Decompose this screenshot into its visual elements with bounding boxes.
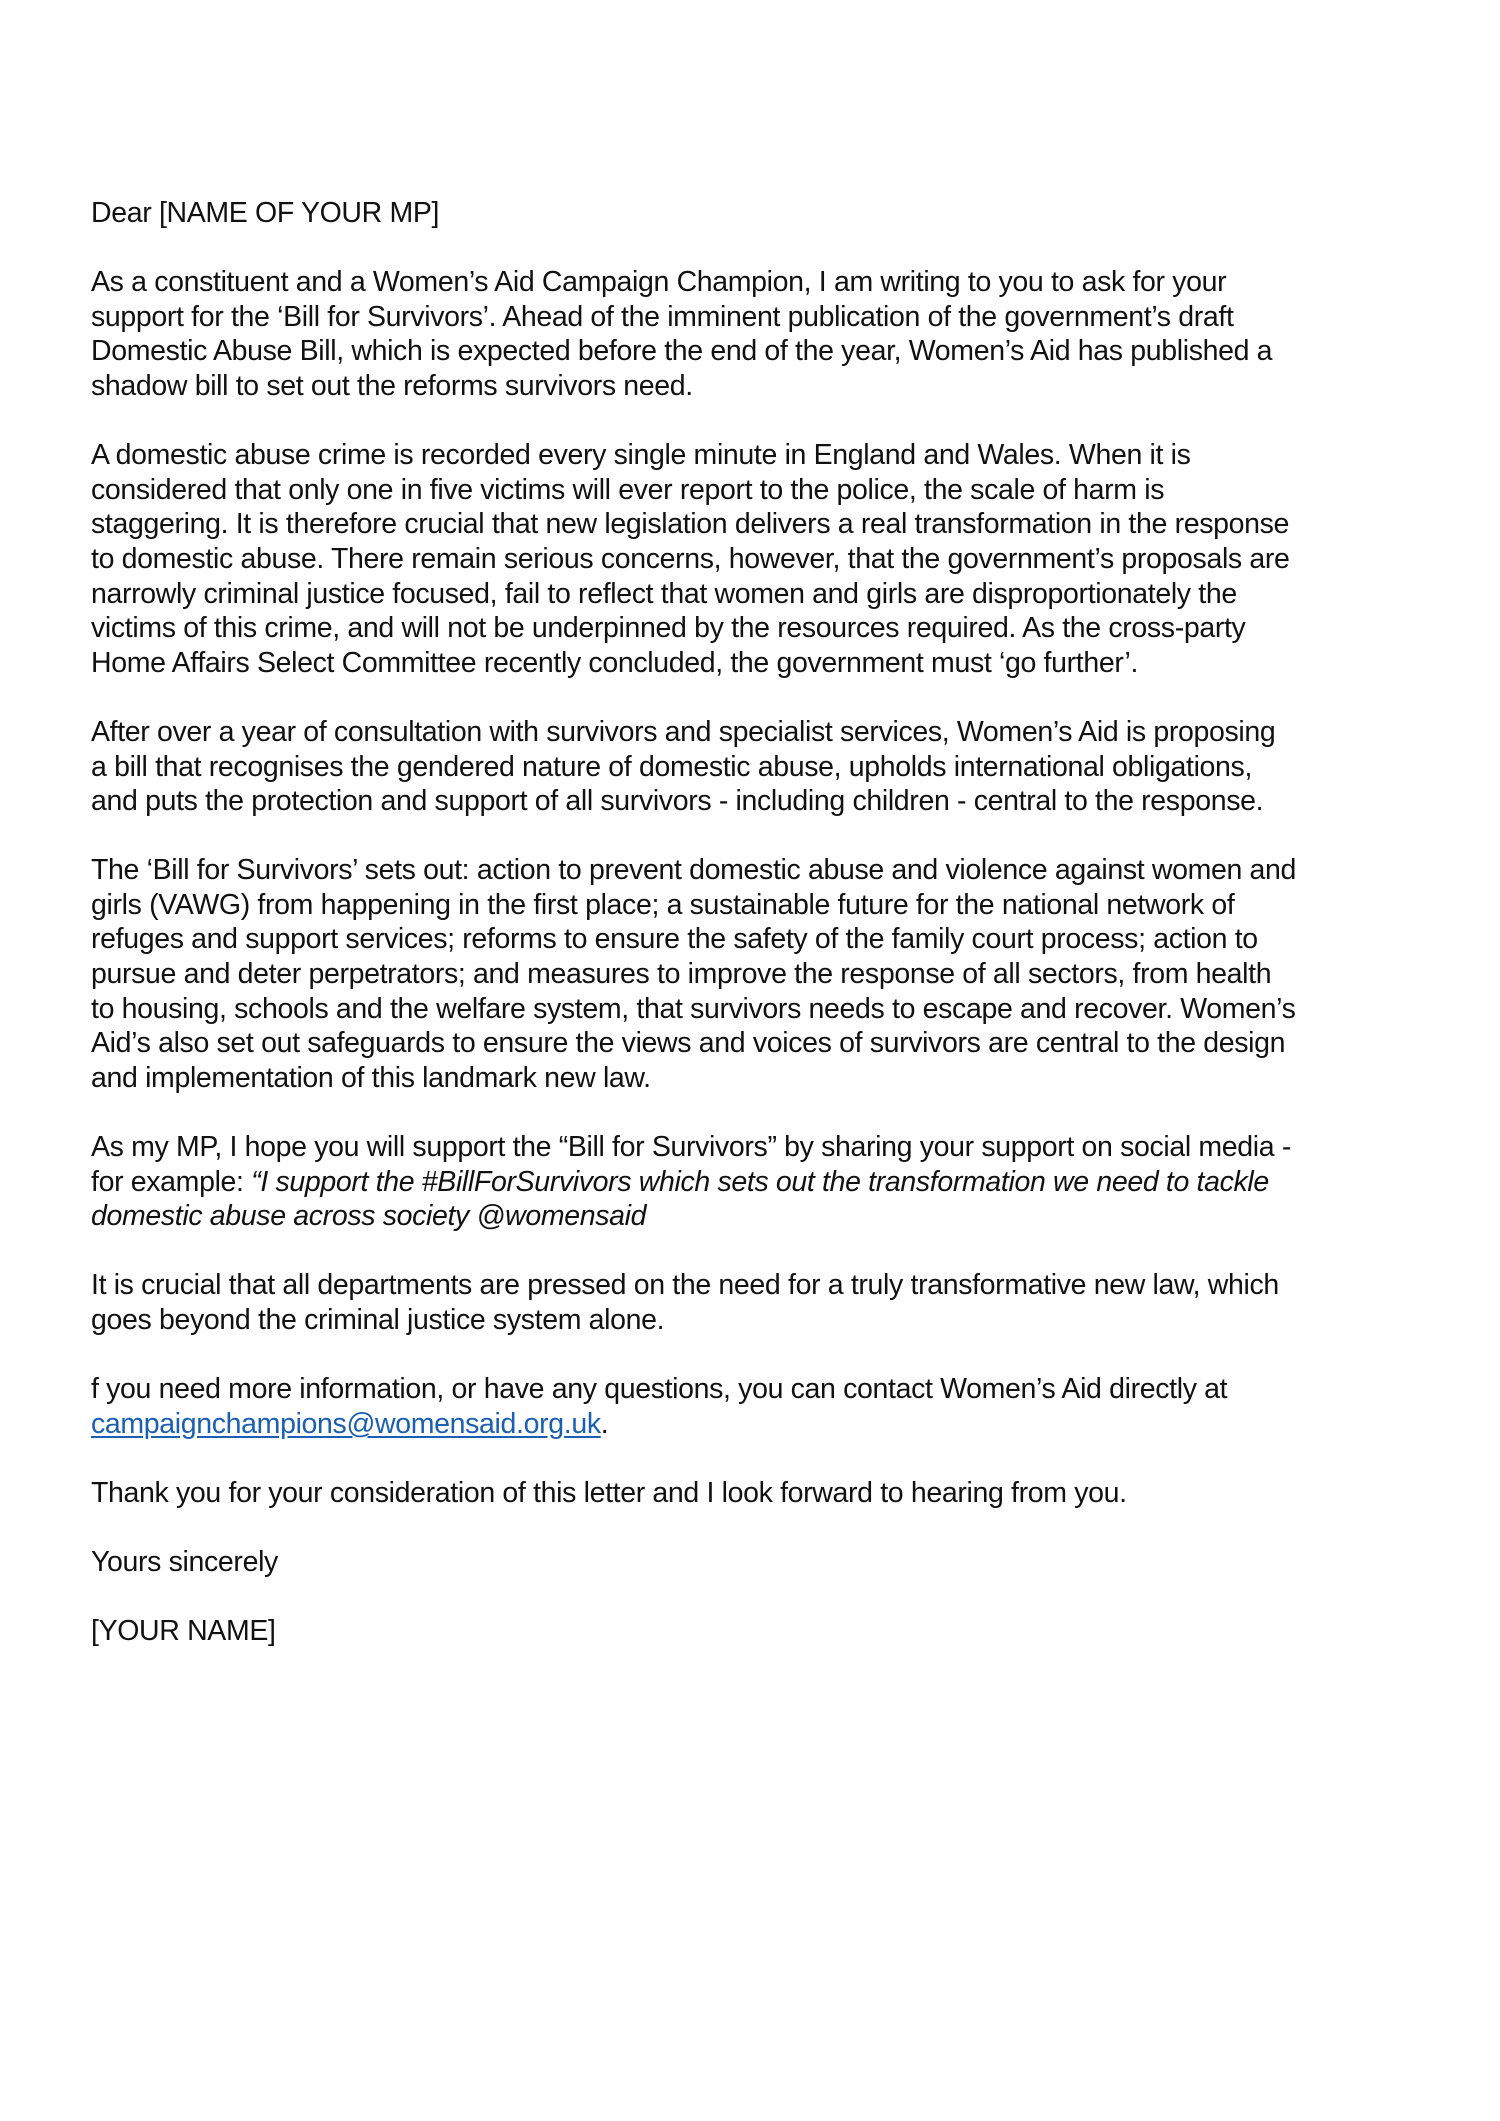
text-line <box>91 1407 1431 1442</box>
text-line: staggering. It is therefore crucial that new legislation delivers a real transformation in the response <box>91 508 1290 541</box>
text-line: Aid’s also set out safeguards to ensure the views and voices of survivors are central to the design <box>91 1027 1286 1060</box>
signature-text: [YOUR NAME] <box>91 1615 276 1648</box>
sign-off-text: Yours sincerely <box>91 1546 278 1579</box>
paragraph-context <box>91 438 1431 680</box>
text-line: and implementation of this landmark new law. <box>91 1061 651 1094</box>
text-line: As my MP, I hope you will support the “Bill for Survivors” by sharing your support on social media - <box>91 1131 1291 1164</box>
text-line: shadow bill to set out the reforms survivors need. <box>91 369 693 402</box>
text-line: considered that only one in five victims will ever report to the police, the scale of harm is <box>91 473 1165 506</box>
salutation-text: Dear [NAME OF YOUR MP] <box>91 197 440 229</box>
text-line: The ‘Bill for Survivors’ sets out: action to prevent domestic abuse and violence against women and <box>91 854 1297 887</box>
paragraph-social-media-ask <box>91 1130 1431 1234</box>
example-label: for example: <box>91 1165 252 1198</box>
text-line: It is crucial that all departments are pressed on the need for a truly transformative new law, which <box>91 1269 1279 1302</box>
paragraph-proposal <box>91 715 1431 819</box>
paragraph-contact <box>91 1372 1431 1441</box>
email-link[interactable]: campaignchampions@womensaid.org.uk <box>91 1407 601 1440</box>
period: . <box>600 1407 609 1440</box>
signature <box>91 1614 1431 1649</box>
text-line: pursue and deter perpetrators; and measures to improve the response of all sectors, from health <box>91 958 1272 991</box>
paragraph-departments <box>91 1268 1431 1337</box>
example-tweet-quote: “I support the #BillForSurvivors which sets out the transformation we need to tackle <box>251 1165 1269 1198</box>
letter-body <box>91 196 1431 1684</box>
text-line: girls (VAWG) from happening in the first place; a sustainable future for the national network of <box>91 888 1235 921</box>
text-line: goes beyond the criminal justice system alone. <box>91 1304 665 1336</box>
text-line: and puts the protection and support of all survivors - including children - central to the response. <box>91 785 1264 818</box>
salutation <box>91 196 1431 231</box>
text-line: After over a year of consultation with survivors and specialist services, Women’s Aid is proposing <box>91 715 1276 748</box>
text-line: refuges and support services; reforms to ensure the safety of the family court process; action to <box>91 923 1258 956</box>
closing-thanks <box>91 1476 1431 1511</box>
sign-off <box>91 1545 1431 1580</box>
paragraph-intro <box>91 265 1431 403</box>
text-line: support for the ‘Bill for Survivors’. Ahead of the imminent publication of the government’s draft <box>91 300 1234 333</box>
text-line: Domestic Abuse Bill, which is expected before the end of the year, Women’s Aid has published a <box>91 335 1273 368</box>
text-line: As a constituent and a Women’s Aid Campaign Champion, I am writing to you to ask for your <box>91 266 1227 299</box>
text-line: a bill that recognises the gendered nature of domestic abuse, upholds international obligations, <box>91 750 1253 783</box>
text-line: victims of this crime, and will not be underpinned by the resources required. As the cross-party <box>91 612 1246 645</box>
text-line: to domestic abuse. There remain serious concerns, however, that the government’s proposals are <box>91 542 1290 575</box>
paragraph-bill-contents <box>91 853 1431 1095</box>
text-line <box>91 1165 1431 1200</box>
text-line: f you need more information, or have any questions, you can contact Women’s Aid directly at <box>91 1373 1228 1406</box>
text-line: Home Affairs Select Committee recently concluded, the government must ‘go further’. <box>91 646 1139 679</box>
closing-thanks-text: Thank you for your consideration of this letter and I look forward to hearing from you. <box>91 1476 1127 1509</box>
text-line: narrowly criminal justice focused, fail to reflect that women and girls are disproportionately the <box>91 577 1237 610</box>
text-line: to housing, schools and the welfare system, that survivors needs to escape and recover. Women’s <box>91 992 1296 1025</box>
example-tweet-quote-continued: domestic abuse across society @womensaid <box>91 1200 647 1233</box>
text-line: A domestic abuse crime is recorded every single minute in England and Wales. When it is <box>91 439 1191 472</box>
